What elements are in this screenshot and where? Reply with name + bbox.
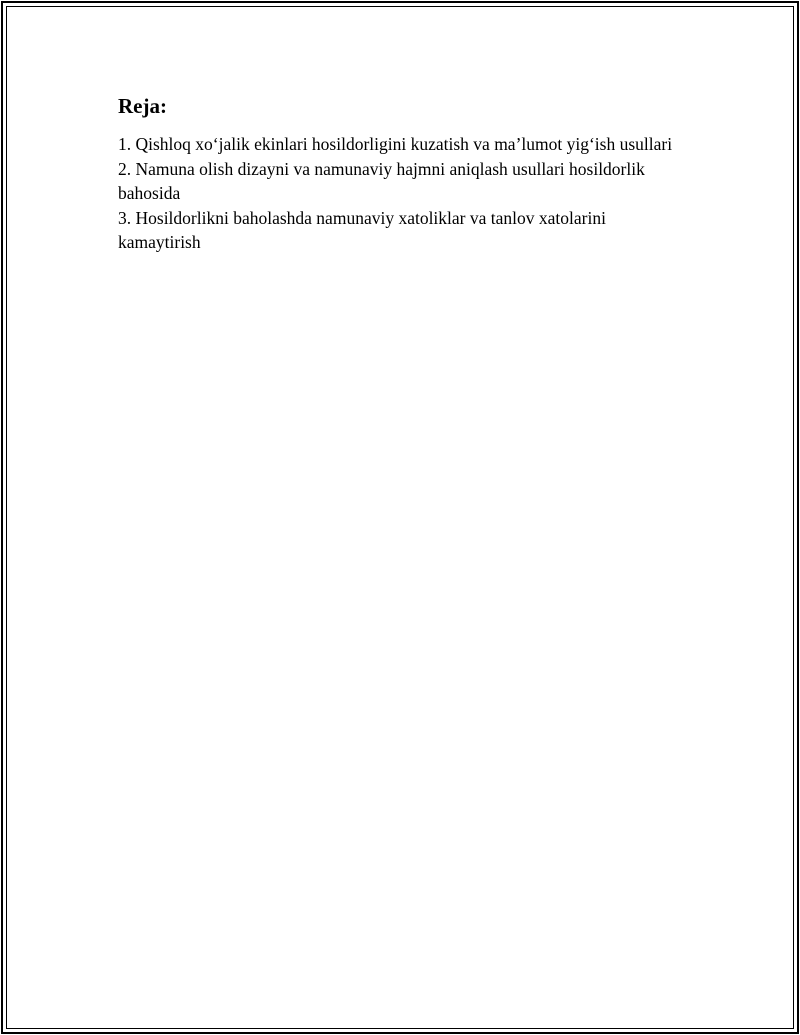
plan-list	[118, 132, 688, 255]
plan-item-2: 2. Namuna olish dizayni va namunaviy hajmni aniqlash usullari hosildorlik bahosida	[118, 158, 645, 203]
document-body	[118, 92, 688, 255]
plan-item-1: 1. Qishloq xo‘jalik ekinlari hosildorligini kuzatish va ma’lumot yig‘ish usullari	[118, 134, 673, 154]
plan-item-3: 3. Hosildorlikni baholashda namunaviy xatoliklar va tanlov xatolarini kamaytirish	[118, 207, 606, 252]
page-title: Reja:	[118, 94, 167, 118]
